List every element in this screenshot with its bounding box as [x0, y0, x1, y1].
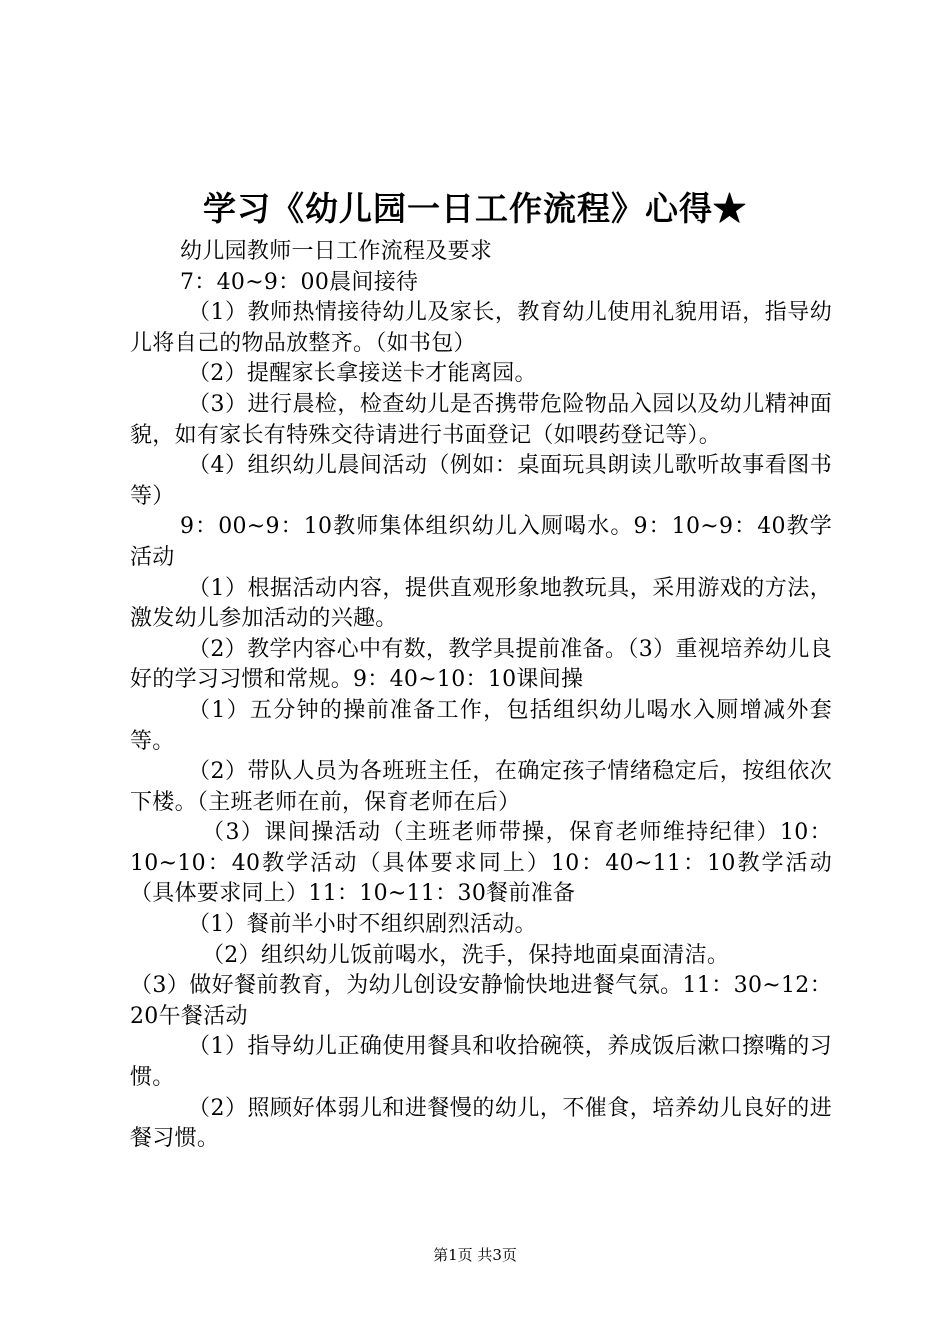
- paragraph: （4）组织幼儿晨间活动（例如：桌面玩具朗读儿歌听故事看图书等）: [130, 453, 832, 509]
- page-footer: 第1页 共3页: [433, 1246, 517, 1264]
- document-body: [130, 237, 832, 1155]
- document-title: 学习《幼儿园一日工作流程》心得★: [203, 189, 747, 228]
- paragraph: 7：40~9：00晨间接待: [180, 269, 419, 295]
- paragraph: （2）带队人员为各班班主任，在确定孩子情绪稳定后，按组依次下楼。（主班老师在前，保育老师在后）: [130, 759, 832, 815]
- paragraph: （3）做好餐前教育，为幼儿创设安静愉快地进餐气氛。11：30~12：20午餐活动: [130, 973, 832, 1029]
- paragraph: （1）餐前半小时不组织剧烈活动。: [188, 912, 537, 938]
- paragraph: （3）课间操活动（主班老师带操，保育老师维持纪律）10：10~10：40教学活动（具体要求同上）10：40~11：10教学活动（具体要求同上）11：10~11：30餐前准备: [130, 820, 832, 907]
- paragraph: 9：00~9：10教师集体组织幼儿入厕喝水。9：10~9：40教学活动: [130, 514, 832, 570]
- paragraph: 幼儿园教师一日工作流程及要求: [180, 239, 493, 264]
- paragraph: （2）照顾好体弱儿和进餐慢的幼儿，不催食，培养幼儿良好的进餐习惯。: [130, 1095, 832, 1152]
- paragraph: （1）指导幼儿正确使用餐具和收拾碗筷，养成饭后漱口擦嘴的习惯。: [130, 1034, 832, 1091]
- paragraph: （3）进行晨检，检查幼儿是否携带危险物品入园以及幼儿精神面貌，如有家长有特殊交待请进行书面登记（如喂药登记等）。: [130, 391, 832, 448]
- paragraph: （1）教师热情接待幼儿及家长，教育幼儿使用礼貌用语，指导幼儿将自己的物品放整齐。（如书包）: [130, 300, 832, 356]
- paragraph: （1）根据活动内容，提供直观形象地教玩具，采用游戏的方法，激发幼儿参加活动的兴趣。: [130, 575, 832, 632]
- paragraph: （2）教学内容心中有数，教学具提前准备。（3）重视培养幼儿良好的学习习惯和常规。9：40~10：10课间操: [130, 636, 832, 693]
- paragraph: （2）组织幼儿饭前喝水，洗手，保持地面桌面清洁。: [202, 942, 730, 968]
- paragraph: （2）提醒家长拿接送卡才能离园。: [188, 361, 537, 387]
- paragraph: （1）五分钟的操前准备工作，包括组织幼儿喝水入厕增减外套等。: [130, 697, 832, 754]
